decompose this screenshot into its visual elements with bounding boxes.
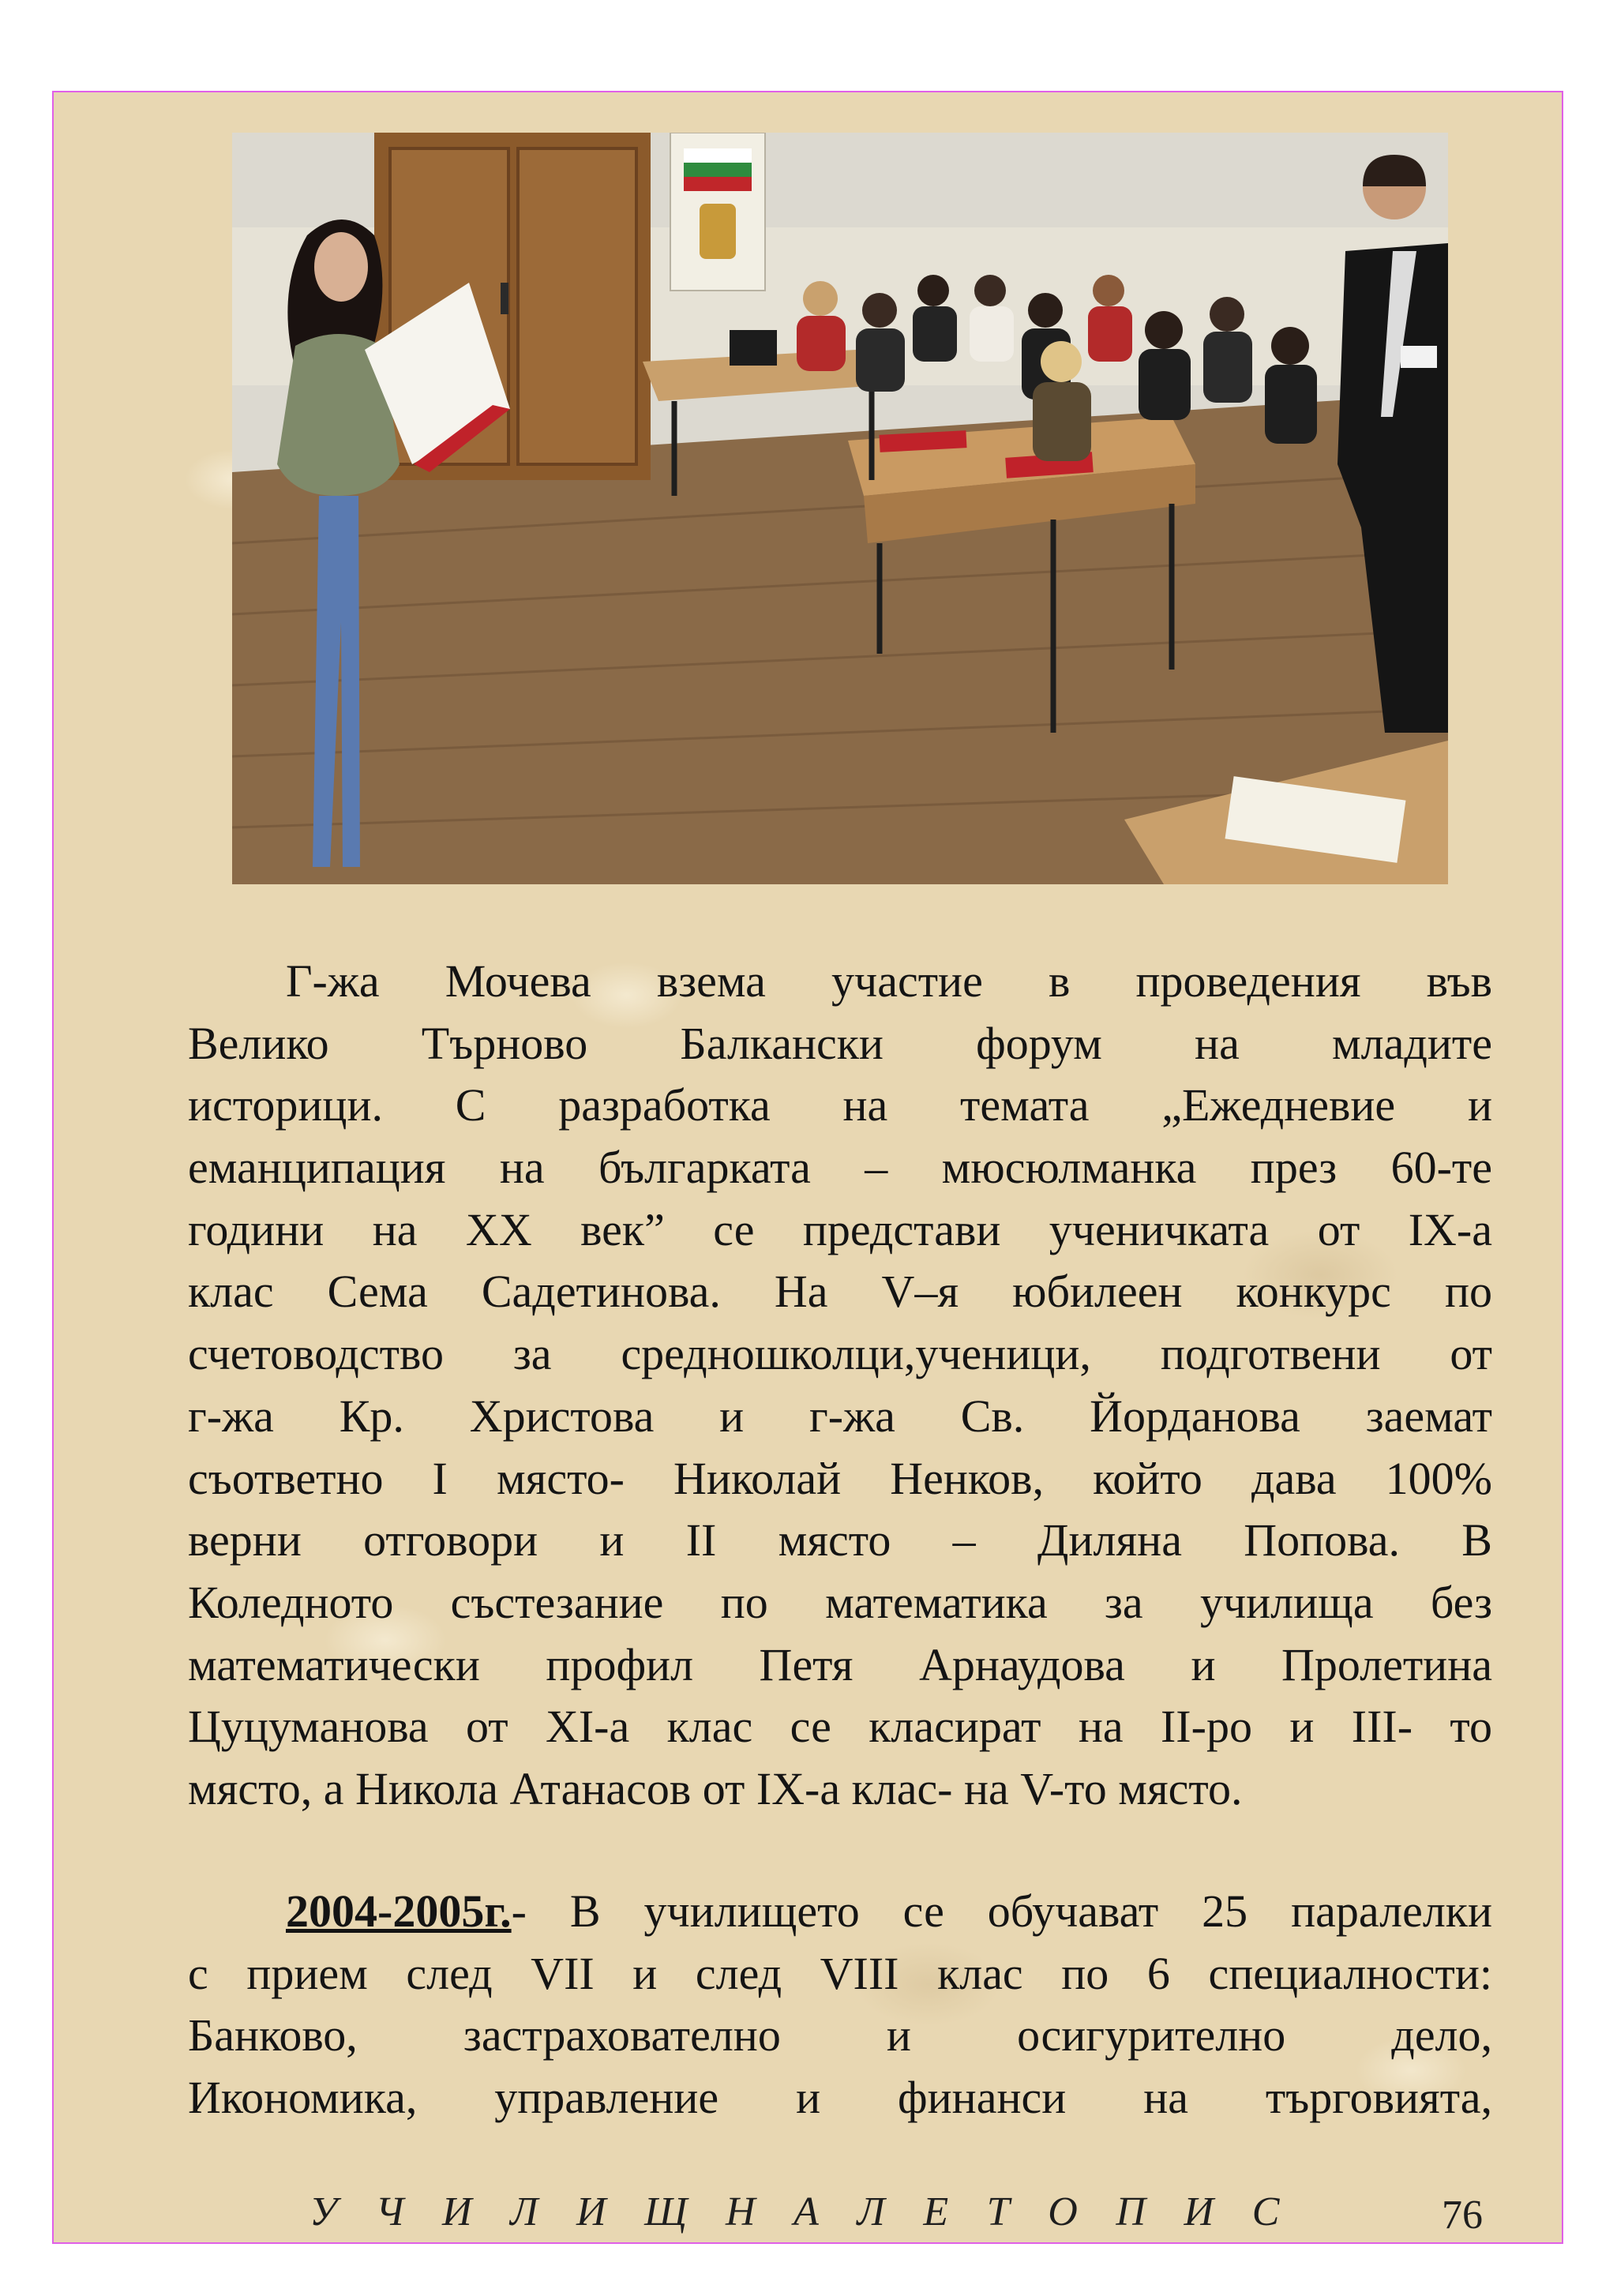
classroom-photo (232, 133, 1448, 884)
text-line: Г-жа Мочева взема участие в проведения във (286, 955, 1492, 1007)
text-line: историци. С разработка на темата „Ежедневие и (188, 1079, 1492, 1131)
laptop (730, 330, 777, 366)
text-line: верни отговори и II място – Диляна Попова. В (188, 1514, 1492, 1566)
flag-green (684, 163, 752, 177)
page-number: 76 (1442, 2193, 1483, 2238)
text-segment: - В училището се обучават 25 паралелки (511, 1885, 1492, 1937)
text-line: счетоводство за средношколци,ученици, подготвени от (188, 1328, 1492, 1380)
flag-red (684, 177, 752, 191)
text-line: години на ХХ век” се представи ученичката от ІХ-а (188, 1203, 1492, 1255)
school-year-heading: 2004-2005г. (286, 1885, 512, 1937)
door-panel-right (518, 148, 636, 464)
door-handle (501, 283, 508, 314)
text-line: Икономика, управление и финанси на търговията, (188, 2072, 1492, 2124)
text-line: Велико Търново Балкански форум на младите (188, 1017, 1492, 1069)
text-line (188, 1881, 1492, 1943)
classroom-photo-illustration (232, 133, 1448, 884)
footer-title-text: У Ч И Л И Щ Н А Л Е Т О П И С (310, 2189, 1294, 2234)
text-line: място, а Никола Атанасов от IX-а клас- на V-то място. (188, 1762, 1243, 1814)
text-line: Цуцуманова от XI-а клас се класират на II-ро и III- то (188, 1701, 1492, 1753)
text-line: с прием след VII и след VIII клас по 6 специалности: (188, 1947, 1492, 1999)
text-line: г-жа Кр. Христова и г-жа Св. Йорданова заемат (188, 1390, 1492, 1442)
text-line: Банково, застрахователно и осигурително дело, (188, 2009, 1492, 2062)
text-line: клас Сема Садетинова. На V–я юбилеен конкурс по (188, 1266, 1492, 1318)
flag-white (684, 148, 752, 163)
footer-title (310, 2189, 1307, 2235)
paragraph-2004-2005 (188, 1881, 1492, 2129)
text-line: математически профил Петя Арнаудова и Пролетина (188, 1638, 1492, 1690)
paragraph-forum-and-contests (188, 951, 1492, 1821)
text-line: Коледното състезание по математика за училища без (188, 1576, 1492, 1628)
text-line: съответно I място- Николай Ненков, който дава 100% (188, 1452, 1492, 1504)
text-line: еманципация на българката – мюсюлманка през 60-те (188, 1142, 1492, 1194)
coat-of-arms (700, 204, 736, 259)
